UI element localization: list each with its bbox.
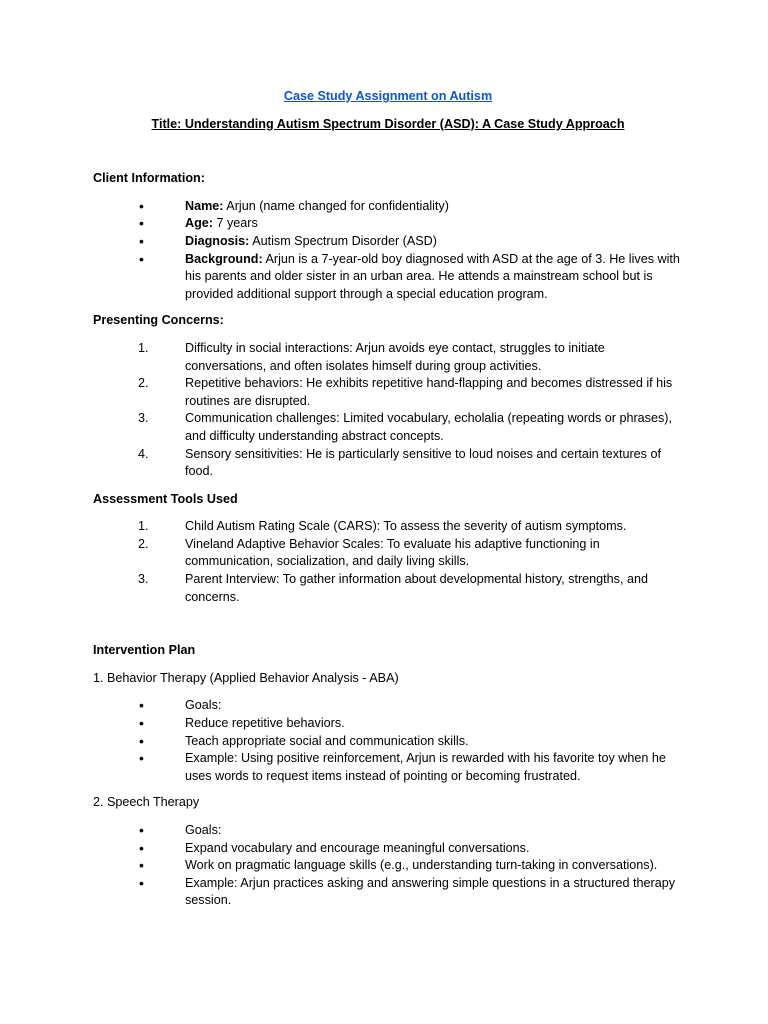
speech-therapy-title: 2. Speech Therapy	[93, 795, 200, 810]
bullet-icon: •	[139, 750, 144, 767]
bullet-icon: •	[139, 874, 144, 891]
list-item	[93, 875, 683, 910]
list-item-text: Goals:	[185, 698, 222, 713]
client-age-label: Age:	[185, 216, 213, 231]
list-item	[93, 251, 683, 304]
client-diagnosis-value: Autism Spectrum Disorder (ASD)	[249, 233, 437, 248]
list-item	[93, 446, 683, 481]
list-item	[93, 571, 683, 606]
bullet-icon: •	[139, 822, 144, 838]
bullet-icon: •	[139, 857, 144, 874]
presenting-concerns-heading: Presenting Concerns:	[93, 313, 224, 328]
bullet-icon: •	[139, 715, 144, 732]
assessment-heading: Assessment Tools Used	[93, 491, 238, 506]
document-title: Title: Understanding Autism Spectrum Disorder (ASD): A Case Study Approach	[151, 116, 625, 131]
list-item-text: Work on pragmatic language skills (e.g., understanding turn-taking in conversations).	[185, 858, 658, 873]
client-name-label: Name:	[185, 198, 224, 213]
list-item	[93, 215, 683, 233]
client-background-label: Background:	[185, 251, 263, 266]
list-item	[93, 340, 683, 375]
client-name-value: Arjun (name changed for confidentiality)	[223, 198, 449, 213]
bullet-icon: •	[139, 732, 144, 749]
bullet-icon: •	[139, 197, 144, 214]
list-item-text: Teach appropriate social and communication skills.	[185, 733, 469, 748]
client-background-value: Arjun is a 7-year-old boy diagnosed with ASD at the age of 3. He lives with his parents and older sister in an urban area. He attends a mainstream school but is provided additional support through a special education program.	[185, 251, 680, 301]
list-item	[93, 715, 683, 733]
speech-therapy-list	[93, 822, 683, 910]
list-item	[93, 857, 683, 875]
list-item	[93, 750, 683, 785]
list-item	[93, 697, 683, 715]
list-item-text: Expand vocabulary and encourage meaningful conversations.	[185, 840, 530, 855]
list-number: 1.	[138, 519, 149, 534]
list-number: 2.	[138, 376, 149, 391]
list-item-text: Child Autism Rating Scale (CARS): To assess the severity of autism symptoms.	[185, 519, 627, 534]
list-item	[93, 198, 683, 216]
client-info-list	[93, 198, 683, 304]
list-number: 3.	[138, 572, 149, 587]
client-info-heading: Client Information:	[93, 171, 205, 186]
client-age-value: 7 years	[213, 216, 258, 231]
client-diagnosis-label: Diagnosis:	[185, 233, 250, 248]
list-item	[93, 822, 683, 840]
assessment-list	[93, 518, 683, 606]
list-item-text: Goals:	[185, 823, 222, 837]
list-number: 1.	[138, 340, 149, 355]
list-number: 4.	[138, 446, 149, 461]
bullet-icon: •	[139, 215, 144, 232]
list-item-text: Repetitive behaviors: He exhibits repetitive hand-flapping and becomes distressed if his routines are disrupted.	[185, 376, 673, 408]
list-number: 2.	[138, 536, 149, 551]
list-item-text: Difficulty in social interactions: Arjun avoids eye contact, struggles to initiate conversations, and often isolates himself during group activities.	[185, 340, 605, 373]
document-title-link[interactable]: Case Study Assignment on Autism	[283, 89, 493, 103]
list-item	[93, 733, 683, 751]
bullet-icon: •	[139, 697, 144, 714]
list-item-text: Communication challenges: Limited vocabulary, echolalia (repeating words or phrases), and difficulty understanding abstract concepts.	[185, 411, 672, 443]
list-number: 3.	[138, 411, 149, 426]
behavior-therapy-title: 1. Behavior Therapy (Applied Behavior Analysis - ABA)	[93, 670, 399, 685]
bullet-icon: •	[139, 839, 144, 856]
document-page	[93, 88, 683, 910]
list-item-text: Example: Arjun practices asking and answering simple questions in a structured therapy session.	[185, 875, 676, 908]
list-item-text: Sensory sensitivities: He is particularly sensitive to loud noises and certain textures of food.	[185, 446, 661, 479]
list-item	[93, 518, 683, 536]
bullet-icon: •	[139, 232, 144, 249]
list-item-text: Parent Interview: To gather information about developmental history, strengths, and concerns.	[185, 572, 648, 604]
list-item	[93, 536, 683, 571]
intervention-heading: Intervention Plan	[93, 643, 196, 658]
list-item	[93, 410, 683, 445]
list-item-text: Example: Using positive reinforcement, Arjun is rewarded with his favorite toy when he uses words to request items instead of pointing or becoming frustrated.	[185, 751, 666, 783]
presenting-concerns-list	[93, 340, 683, 481]
list-item-text: Reduce repetitive behaviors.	[185, 716, 345, 731]
list-item	[93, 375, 683, 410]
list-item	[93, 233, 683, 251]
bullet-icon: •	[139, 250, 144, 267]
behavior-therapy-list	[93, 697, 683, 785]
list-item-text: Vineland Adaptive Behavior Scales: To evaluate his adaptive functioning in communication, socialization, and daily living skills.	[185, 536, 600, 569]
list-item	[93, 840, 683, 858]
